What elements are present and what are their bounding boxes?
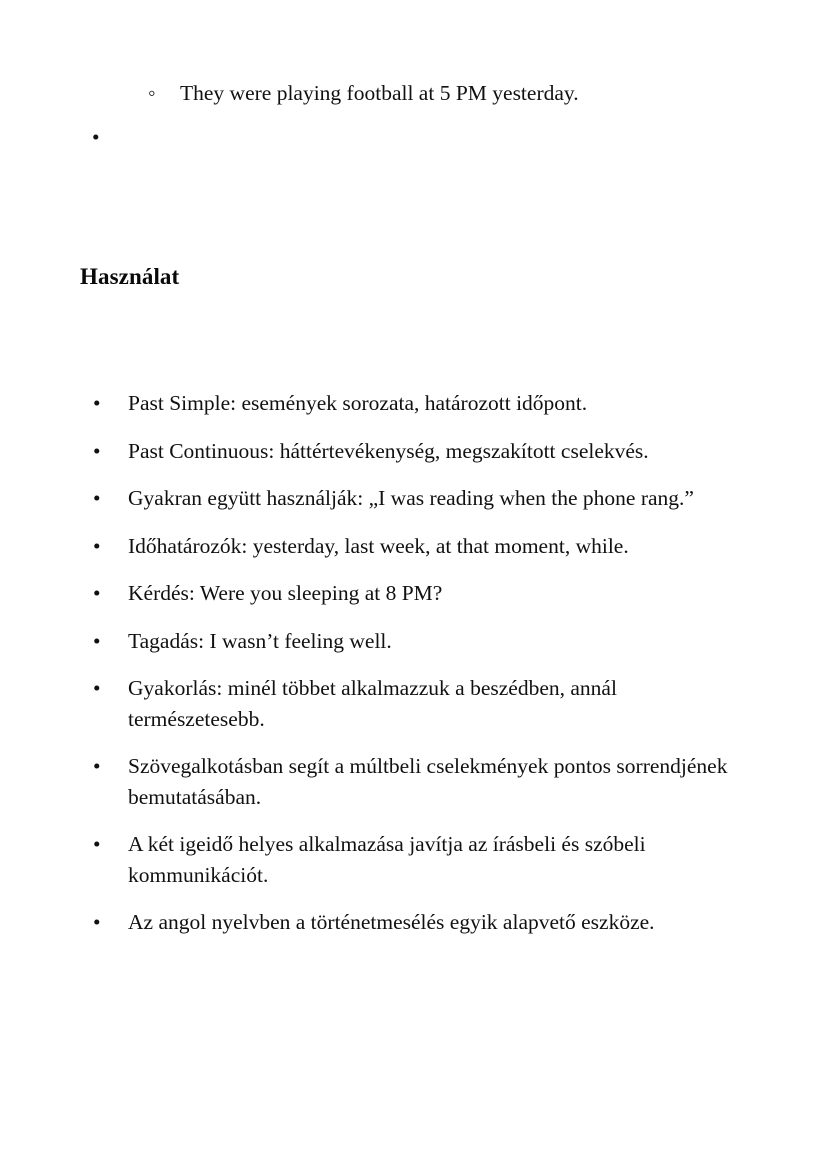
bullet-icon: • [93,438,101,463]
list-item [0,436,828,467]
bullet-icon: • [93,832,101,856]
list-item-label: Kérdés: Were you sleeping at 8 PM? [128,581,443,605]
hollow-bullet-icon: ◦ [148,81,156,105]
list-item [0,829,828,890]
bullet-icon: • [93,486,101,510]
list-item [0,388,828,419]
list-item [0,751,828,812]
usage-bullet-list [0,388,828,938]
list-item-label: They were playing football at 5 PM yesterday. [180,81,579,105]
list-item [0,578,828,609]
list-item [0,673,828,734]
list-item-label: A két igeidő helyes alkalmazása javítja az írásbeli és szóbeli kommunikációt. [128,832,646,887]
list-item-label: Past Continuous: háttértevékenység, megszakított cselekvés. [128,438,649,463]
bullet-icon: • [93,581,101,605]
bullet-icon: • [93,533,101,558]
bullet-icon: • [93,391,101,415]
list-item [0,626,828,657]
list-item [0,907,828,938]
empty-bullet-icon: • [92,125,100,149]
list-item [0,78,828,108]
list-item-label: Időhatározók: yesterday, last week, at that moment, while. [128,533,629,558]
list-item-label: Szövegalkotásban segít a múltbeli cselekmények pontos sorrendjének bemutatásában. [128,754,728,809]
list-item-label: Gyakorlás: minél többet alkalmazzuk a beszédben, annál természetesebb. [128,676,617,731]
carryover-sublist [0,78,828,108]
section-heading: Használat [80,264,180,289]
bullet-icon: • [93,628,101,653]
list-item-label: Gyakran együtt használják: „I was reading when the phone rang.” [128,486,694,510]
bullet-icon: • [93,676,101,700]
bullet-icon: • [93,754,101,778]
list-item [0,531,828,562]
list-item-label: Az angol nyelvben a történetmesélés egyik alapvető eszköze. [128,910,655,934]
list-item-label: Tagadás: I wasn’t feeling well. [128,628,392,653]
list-item [0,483,828,514]
list-item-label: Past Simple: események sorozata, határozott időpont. [128,391,588,415]
bullet-icon: • [93,910,101,934]
